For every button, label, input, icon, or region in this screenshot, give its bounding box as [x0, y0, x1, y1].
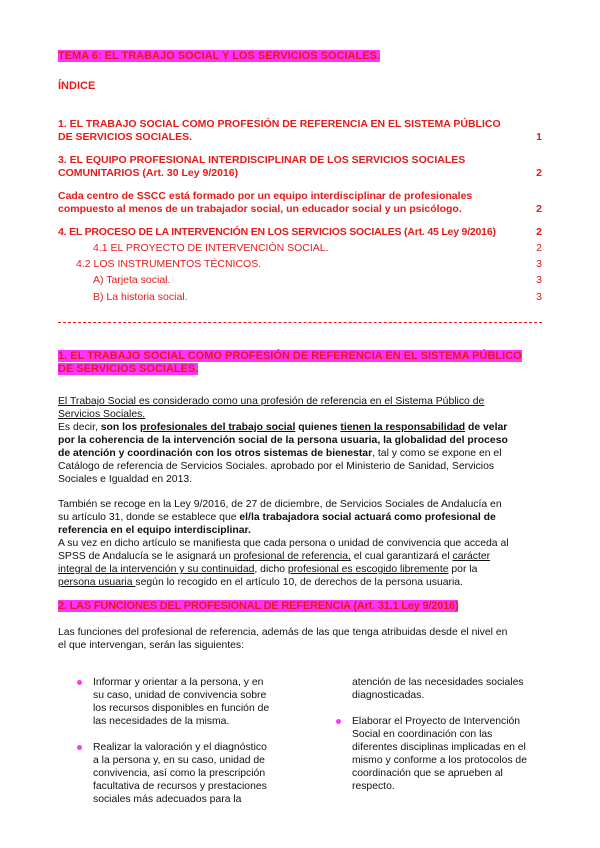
bullet-line: su caso, unidad de convivencia sobre	[93, 690, 267, 701]
p2-span: , tal y como se expone en el	[372, 448, 502, 459]
p4-span: el cual garantizará el	[350, 551, 453, 562]
p4-line3	[58, 563, 542, 576]
toc-divider	[58, 322, 542, 323]
p4-line1: A su vez en dicho artículo se manifiesta que cada persona o unidad de convivencia que acceda al	[58, 538, 509, 549]
section-1-paragraph-2	[58, 421, 542, 486]
bullet-line: diagnosticadas.	[352, 690, 425, 701]
toc-sub-entry-4-2[interactable]	[76, 258, 542, 271]
toc-page-number: 2	[536, 242, 542, 254]
p2-line2: por la coherencia de la intervención social de la persona usuaria, la globalidad del proceso	[58, 435, 508, 446]
section-1-heading-line2: DE SERVICIOS SOCIALES.	[58, 363, 199, 375]
toc-entry-2-line2: COMUNITARIOS (Art. 30 Ley 9/2016)	[58, 167, 239, 179]
p4-span: persona usuaria	[58, 577, 136, 588]
bullet-dot-icon	[77, 680, 82, 685]
p2-span: de atención y coordinación con los otros sistemas de bienestar	[58, 448, 373, 459]
p4-line2	[58, 550, 542, 563]
section-1-paragraph-1	[58, 395, 542, 421]
toc-page-number: 3	[536, 258, 542, 270]
section-2-heading	[58, 600, 458, 613]
toc-entry-4-line1: 4. EL PROCESO DE LA INTERVENCIÓN EN LOS SERVICIOS SOCIALES (Art. 45 Ley 9/2016)	[58, 226, 496, 238]
intro-line2: el que intervengan, serán las siguientes:	[58, 640, 244, 651]
toc-sub-label: B) La historia social.	[93, 291, 188, 303]
section-2-heading-text: 2. LAS FUNCIONES DEL PROFESIONAL DE REFERENCIA (Art. 31.1 Ley 9/2016)	[58, 600, 459, 612]
p2-span: tienen la responsabilidad	[340, 422, 466, 433]
bullet-line: convivencia, así como la prescripción	[93, 768, 266, 779]
p1-line1: El Trabajo Social es considerado como una profesión de referencia en el Sistema Público de	[58, 396, 485, 407]
p2-line5: Sociales e Igualdad en 2013.	[58, 474, 193, 485]
bullet-item-2-continued	[352, 676, 542, 702]
toc-entry-3-line1: Cada centro de SSCC está formado por un equipo interdisciplinar de profesionales	[58, 190, 473, 202]
section-1-heading-line1: 1. EL TRABAJO SOCIAL COMO PROFESIÓN DE REFERENCIA EN EL SISTEMA PÚBLICO	[58, 350, 522, 362]
p1-line2: Servicios Sociales.	[58, 409, 146, 420]
bullet-line: Social en coordinación con las	[352, 729, 493, 740]
p4-span: integral de la intervención y su continuidad	[58, 564, 255, 575]
p2-span: son los	[100, 422, 140, 433]
bullet-line: Realizar la valoración y el diagnóstico	[93, 742, 267, 753]
p2-line4: Catálogo de referencia de Servicios Sociales. aprobado por el Ministerio de Sanidad, Servicios	[58, 461, 495, 472]
bullet-line: diferentes disciplinas implicadas en el	[352, 742, 526, 753]
toc-entry-2-line1: 3. EL EQUIPO PROFESIONAL INTERDISCIPLINAR DE LOS SERVICIOS SOCIALES	[58, 154, 466, 166]
bullet-line: mismo y conforme a los protocolos de	[352, 755, 527, 766]
toc-entry-3[interactable]	[58, 190, 542, 216]
bullet-line: facultativa de recursos y prestaciones	[93, 781, 267, 792]
p2-span: Es decir,	[58, 422, 101, 433]
toc-entry-1[interactable]	[58, 118, 542, 144]
toc-page-number: 3	[536, 274, 542, 286]
p2-span: quienes	[295, 422, 341, 433]
intro-line1: Las funciones del profesional de referencia, además de las que tenga atribuidas desde el nivel en	[58, 627, 508, 638]
bullet-line: coordinación que se aprueben al	[352, 768, 503, 779]
toc-entry-1-line1: 1. EL TRABAJO SOCIAL COMO PROFESIÓN DE REFERENCIA EN EL SISTEMA PÚBLICO	[58, 118, 501, 130]
toc-page-number: 2	[536, 203, 542, 215]
bullet-item-3	[352, 715, 542, 793]
toc-entry-3-line2: compuesto al menos de un trabajador social, un educador social y un psicólogo.	[58, 203, 462, 215]
toc-page-number: 2	[536, 226, 542, 238]
p4-span: , dicho	[254, 564, 288, 575]
bullet-line: sociales más adecuados para la	[93, 794, 242, 805]
p2-line1	[58, 421, 542, 434]
document-title-text: TEMA 6: EL TRABAJO SOCIAL Y LOS SERVICIOS SOCIALES.	[58, 50, 380, 62]
bullet-item-1	[93, 676, 283, 728]
p4-span: carácter	[452, 551, 491, 562]
section-1-heading	[58, 350, 542, 376]
bullet-line: las necesidades de la misma.	[93, 716, 230, 727]
section-1-paragraph-4	[58, 537, 542, 589]
p4-span: SPSS de Andalucía se le asignará un	[58, 551, 234, 562]
p3-line3: referencia en el equipo interdisciplinar.	[58, 525, 251, 536]
toc-sub-entry-4-1[interactable]	[93, 242, 542, 255]
p3-span: el/la trabajadora social actuará como profesional de	[239, 512, 496, 523]
p2-span: de velar	[465, 422, 508, 433]
bullet-line: atención de las necesidades sociales	[352, 677, 524, 688]
p3-span: su artículo 31, donde se establece que	[58, 512, 240, 523]
bullet-line: respecto.	[352, 781, 395, 792]
section-2-intro	[58, 626, 542, 652]
bullet-dot-icon	[336, 719, 341, 724]
p2-span: profesionales del trabajo social	[140, 422, 296, 433]
section-1-paragraph-3	[58, 498, 542, 537]
document-title	[58, 50, 380, 63]
index-label: ÍNDICE	[58, 80, 96, 92]
toc-page-number: 3	[536, 291, 542, 303]
p3-line2	[58, 511, 542, 524]
p4-span: profesional es escogido libremente	[287, 564, 449, 575]
bullet-dot-icon	[77, 745, 82, 750]
toc-sub-label: 4.2 LOS INSTRUMENTOS TÉCNICOS.	[76, 258, 262, 270]
bullet-item-2	[93, 741, 283, 806]
p4-span: profesional de referencia,	[233, 551, 351, 562]
p2-line3	[58, 447, 542, 460]
bullet-line: Informar y orientar a la persona, y en	[93, 677, 264, 688]
toc-entry-2[interactable]	[58, 154, 542, 180]
p4-span: según lo recogido en el artículo 10, de derechos de la persona usuaria.	[135, 577, 463, 588]
toc-page-number: 1	[536, 131, 542, 143]
toc-sub-label: A) Tarjeta social.	[93, 274, 171, 286]
toc-sub-label: 4.1 EL PROYECTO DE INTERVENCIÓN SOCIAL.	[93, 242, 329, 254]
toc-entry-4[interactable]	[58, 226, 542, 239]
p3-line1: También se recoge en la Ley 9/2016, de 27 de diciembre, de Servicios Sociales de Andalucía en	[58, 499, 502, 510]
toc-sub-entry-a[interactable]	[93, 274, 542, 287]
toc-page-number: 2	[536, 167, 542, 179]
bullet-line: a la persona y, en su caso, unidad de	[93, 755, 265, 766]
toc-sub-entry-b[interactable]	[93, 291, 542, 304]
p4-line4	[58, 576, 542, 589]
toc-entry-1-line2: DE SERVICIOS SOCIALES.	[58, 131, 193, 143]
bullet-line: los recursos disponibles en función de	[93, 703, 270, 714]
p4-span: por la	[448, 564, 478, 575]
bullet-line: Elaborar el Proyecto de Intervención	[352, 716, 521, 727]
